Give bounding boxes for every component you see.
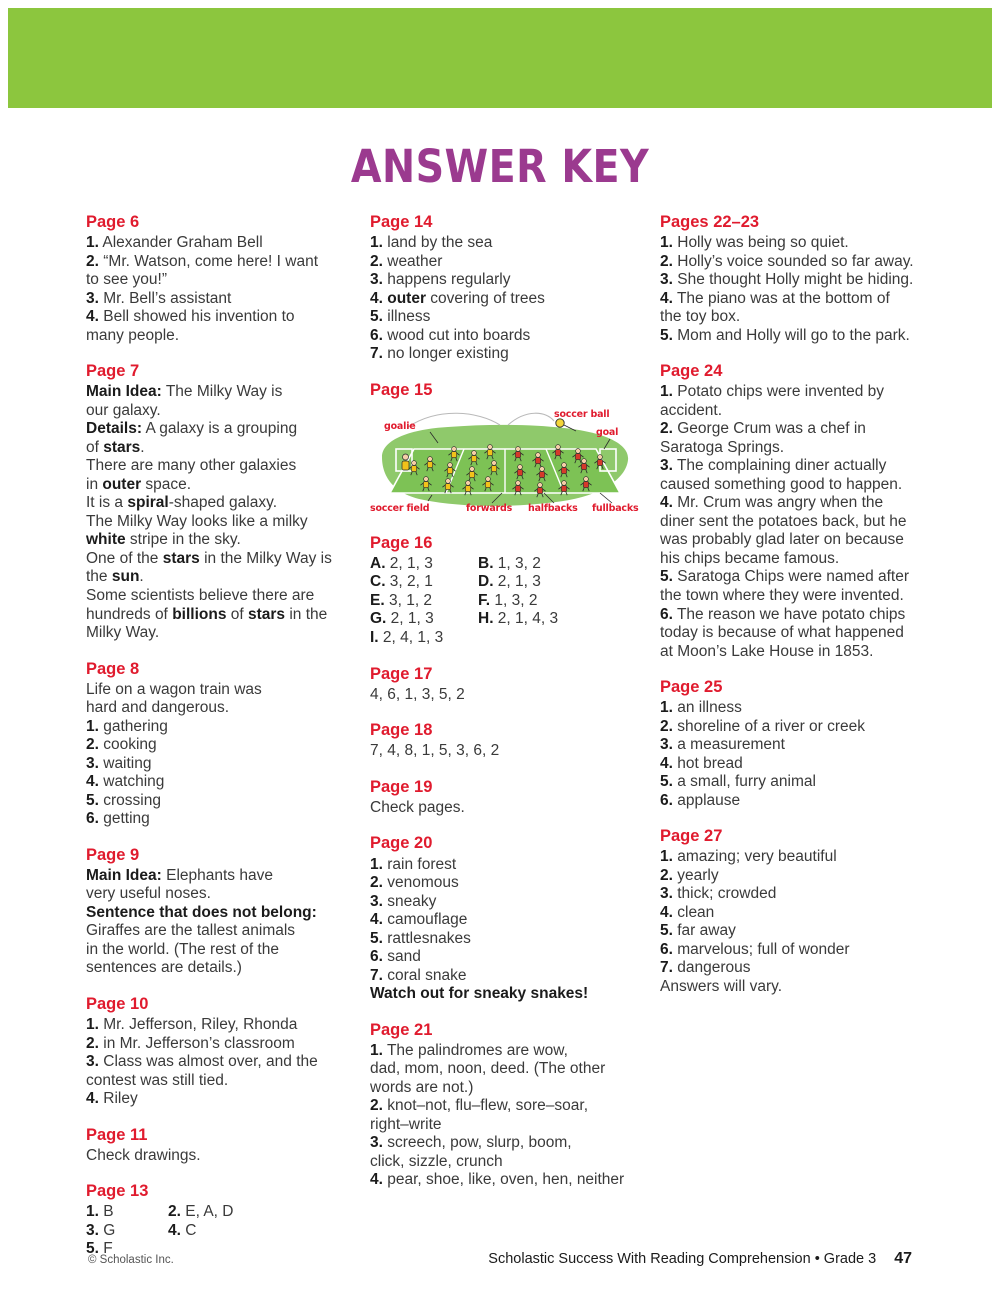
answer-line: 6. sand	[370, 948, 421, 966]
answer-line: 3. sneaky	[370, 892, 437, 910]
answer-line: 7. dangerous	[660, 959, 751, 977]
figure-label-forwards: forwards	[466, 502, 513, 514]
answer-section	[86, 361, 362, 642]
answer-cell: D. 2, 1, 3	[478, 573, 541, 591]
answer-cell: G. 2, 1, 3	[370, 610, 434, 628]
answer-line: 4. watching	[86, 773, 165, 791]
answer-cell: A. 2, 1, 3	[370, 554, 433, 572]
answer-line: Answers will vary.	[660, 977, 783, 995]
answer-cell: 2. E, A, D	[168, 1203, 234, 1221]
column-1	[86, 212, 370, 1259]
figure-label-soccer-field: soccer field	[370, 502, 430, 514]
answer-line: 2. weather	[370, 252, 443, 270]
section-heading: Page 24	[660, 362, 723, 381]
answer-line: words are not.)	[370, 1078, 474, 1096]
answer-line: 1. The palindromes are wow,	[370, 1041, 568, 1059]
answer-line: Some scientists believe there are	[86, 586, 315, 604]
section-heading: Page 13	[86, 1182, 149, 1201]
answer-line: our galaxy.	[86, 401, 161, 419]
answer-line: 4. The piano was at the bottom of	[660, 289, 890, 307]
answer-line: 2. in Mr. Jefferson’s classroom	[86, 1034, 295, 1052]
answer-line: the town where they were invented.	[660, 586, 904, 604]
answer-section	[660, 677, 928, 810]
answer-line: 2. Holly’s voice sounded so far away.	[660, 252, 914, 270]
answer-section	[370, 720, 652, 761]
answer-line: accident.	[660, 401, 723, 419]
answer-line: 3. Class was almost over, and the	[86, 1053, 318, 1071]
answer-line: 2. knot–not, flu–flew, sore–soar,	[370, 1097, 589, 1115]
answer-line: the sun.	[86, 568, 144, 586]
answer-cell: H. 2, 1, 4, 3	[478, 610, 559, 628]
answer-line: 4. hot bread	[660, 754, 743, 772]
answer-section	[660, 212, 928, 345]
section-heading: Page 20	[370, 834, 433, 853]
answer-line: One of the stars in the Milky Way is	[86, 549, 332, 567]
answer-line: Main Idea: Elephants have	[86, 866, 273, 884]
answer-line: 5. a small, furry animal	[660, 773, 816, 791]
answer-line: very useful noses.	[86, 885, 211, 903]
answer-cell: 4. C	[168, 1221, 197, 1239]
section-heading: Page 18	[370, 721, 433, 740]
section-heading: Page 6	[86, 213, 140, 231]
figure-label-halfbacks: halfbacks	[528, 502, 578, 514]
answer-row	[86, 1222, 362, 1241]
answer-line: 1. an illness	[660, 699, 742, 717]
answer-cell: E. 3, 1, 2	[370, 591, 433, 609]
answer-line: 4. outer covering of trees	[370, 289, 545, 307]
answer-line: 6. getting	[86, 810, 150, 828]
answer-line: 1. land by the sea	[370, 234, 493, 252]
answer-line: 2. “Mr. Watson, come here! I want	[86, 252, 319, 270]
answer-cell: 5. F	[86, 1240, 113, 1258]
section-heading: Page 15	[370, 380, 433, 399]
answer-cell: B. 1, 3, 2	[478, 554, 541, 572]
answer-line: hundreds of billions of stars in the	[86, 605, 328, 623]
answer-section	[370, 777, 652, 818]
answer-line: Life on a wagon train was	[86, 680, 262, 698]
answer-line: many people.	[86, 326, 180, 344]
answer-line: caused something good to happen.	[660, 475, 903, 493]
answer-line: hard and dangerous.	[86, 699, 230, 717]
answer-row	[86, 1203, 362, 1222]
page-title: ANSWER KEY	[350, 140, 650, 193]
answer-line: 6. applause	[660, 791, 741, 809]
answer-line: 4. camouflage	[370, 911, 468, 929]
answer-section	[86, 212, 362, 345]
answer-line: Check drawings.	[86, 1146, 201, 1164]
answer-line: Check pages.	[370, 798, 465, 816]
section-heading: Page 27	[660, 827, 723, 846]
answer-row	[370, 555, 652, 574]
answer-row	[370, 610, 652, 629]
section-heading: Page 10	[86, 994, 149, 1013]
section-heading: Page 11	[86, 1125, 148, 1144]
answer-line: 4. clean	[660, 903, 715, 921]
answer-line: the toy box.	[660, 308, 741, 326]
answer-line: It is a spiral-shaped galaxy.	[86, 494, 277, 512]
answer-line: of stars.	[86, 438, 145, 456]
answer-section	[370, 533, 652, 648]
answer-line: 1. Mr. Jefferson, Riley, Rhonda	[86, 1016, 298, 1034]
answer-line: Milky Way.	[86, 624, 160, 642]
answer-line: his chips became famous.	[660, 549, 840, 567]
answer-line: contest was still tied.	[86, 1071, 229, 1089]
answer-cell: C. 3, 2, 1	[370, 573, 433, 591]
answer-columns	[86, 212, 936, 1259]
answer-section	[660, 826, 928, 996]
answer-line: 3. thick; crowded	[660, 885, 777, 903]
answer-line: white stripe in the sky.	[86, 531, 241, 549]
answer-line: 2. venomous	[370, 874, 459, 892]
answer-section	[86, 1125, 362, 1166]
answer-section	[86, 845, 362, 978]
answer-line: There are many other galaxies	[86, 457, 297, 475]
answer-line: 3. screech, pow, slurp, boom,	[370, 1134, 572, 1152]
header-green-band	[8, 8, 992, 108]
answer-line: 1. rain forest	[370, 855, 457, 873]
answer-line: Sentence that does not belong:	[86, 903, 317, 921]
answer-line: 5. crossing	[86, 791, 161, 809]
section-heading: Page 16	[370, 533, 433, 552]
answer-line: 3. She thought Holly might be hiding.	[660, 271, 914, 289]
answer-line: dad, mom, noon, deed. (The other	[370, 1060, 606, 1078]
figure-label-goalie: goalie	[384, 420, 416, 432]
answer-row	[370, 592, 652, 611]
answer-line: 2. George Crum was a chef in	[660, 420, 866, 438]
answer-line: Details: A galaxy is a grouping	[86, 420, 298, 438]
answer-cell	[168, 1240, 362, 1259]
column-2	[370, 212, 660, 1259]
answer-line: 2. shoreline of a river or creek	[660, 717, 866, 735]
answer-line: 3. happens regularly	[370, 271, 511, 289]
answer-line: 5. rattlesnakes	[370, 929, 471, 947]
section-heading: Page 14	[370, 213, 433, 231]
section-heading: Pages 22–23	[660, 213, 760, 231]
answer-cell	[478, 629, 652, 648]
answer-line: 4. Mr. Crum was angry when the	[660, 494, 884, 512]
answer-line: Saratoga Springs.	[660, 438, 785, 456]
answer-line: 2. yearly	[660, 866, 719, 884]
answer-line: Main Idea: The Milky Way is	[86, 383, 283, 401]
answer-line: 3. The complaining diner actually	[660, 457, 887, 475]
answer-line: in the world. (The rest of the	[86, 940, 279, 958]
answer-line: 5. Saratoga Chips were named after	[660, 568, 910, 586]
answer-line: 6. The reason we have potato chips	[660, 605, 906, 623]
answer-line: 3. Mr. Bell’s assistant	[86, 289, 232, 307]
figure-label-fullbacks: fullbacks	[592, 502, 639, 514]
answer-line: 1. Alexander Graham Bell	[86, 234, 263, 252]
answer-line: Watch out for sneaky snakes!	[370, 985, 589, 1003]
answer-section	[370, 833, 652, 1003]
column-3	[660, 212, 936, 1259]
answer-line: The Milky Way looks like a milky	[86, 512, 308, 530]
answer-line: at Moon’s Lake House in 1853.	[660, 642, 874, 660]
answer-cell: 1. B	[86, 1203, 114, 1221]
answer-line: 3. a measurement	[660, 736, 785, 754]
answer-cell: 3. G	[86, 1221, 116, 1239]
page-number: 47	[894, 1250, 912, 1267]
answer-line: right–write	[370, 1115, 442, 1133]
answer-section	[370, 212, 652, 364]
answer-line: 7. coral snake	[370, 966, 467, 984]
answer-line: sentences are details.)	[86, 959, 242, 977]
answer-line: 1. gathering	[86, 717, 168, 735]
answer-section	[86, 994, 362, 1109]
answer-line: today is because of what happened	[660, 624, 904, 642]
answer-cell: F. 1, 3, 2	[478, 591, 538, 609]
section-heading: Page 17	[370, 664, 433, 683]
answer-row	[370, 629, 652, 648]
answer-line: 1. Potato chips were invented by	[660, 383, 885, 401]
answer-line: in outer space.	[86, 475, 192, 493]
answer-line: 1. amazing; very beautiful	[660, 848, 837, 866]
section-heading: Page 25	[660, 678, 723, 697]
answer-line: 7, 4, 8, 1, 5, 3, 6, 2	[370, 742, 500, 760]
section-heading: Page 19	[370, 777, 433, 796]
answer-line: 2. cooking	[86, 736, 157, 754]
answer-section	[660, 361, 928, 661]
section-heading: Page 8	[86, 659, 140, 678]
copyright-notice: © Scholastic Inc.	[88, 1254, 174, 1266]
section-heading: Page 7	[86, 362, 140, 381]
answer-line: 7. no longer existing	[370, 345, 509, 363]
book-title: Scholastic Success With Reading Comprehension • Grade 3	[488, 1251, 877, 1267]
answer-line: 4. pear, shoe, like, oven, hen, neither	[370, 1171, 625, 1189]
soccer-field-diagram	[368, 405, 640, 517]
answer-section	[370, 664, 652, 705]
answer-line: 1. Holly was being so quiet.	[660, 234, 849, 252]
answer-line: 6. wood cut into boards	[370, 326, 531, 344]
answer-line: 4. Riley	[86, 1090, 138, 1108]
answer-line: Giraffes are the tallest animals	[86, 922, 296, 940]
section-heading: Page 21	[370, 1020, 433, 1039]
answer-line: click, sizzle, crunch	[370, 1152, 503, 1170]
answer-line: 4, 6, 1, 3, 5, 2	[370, 685, 465, 703]
section-heading: Page 9	[86, 845, 140, 864]
answer-line: to see you!”	[86, 271, 167, 289]
answer-section	[86, 1181, 362, 1259]
answer-line: was probably glad later on because	[660, 531, 904, 549]
footer-right	[488, 1250, 912, 1268]
answer-line: 5. Mom and Holly will go to the park.	[660, 326, 910, 344]
answer-section	[86, 659, 362, 829]
answer-section	[370, 1020, 652, 1190]
answer-row	[370, 573, 652, 592]
answer-line: 3. waiting	[86, 754, 152, 772]
answer-cell: I. 2, 4, 1, 3	[370, 629, 444, 646]
answer-line: 4. Bell showed his invention to	[86, 308, 295, 326]
figure-label-soccer-ball: soccer ball	[554, 408, 610, 420]
figure-label-goal: goal	[596, 426, 619, 438]
answer-line: 5. far away	[660, 922, 736, 940]
answer-line: 6. marvelous; full of wonder	[660, 940, 850, 958]
answer-line: diner sent the potatoes back, but he	[660, 512, 907, 530]
answer-section	[370, 380, 652, 517]
answer-line: 5. illness	[370, 308, 431, 326]
